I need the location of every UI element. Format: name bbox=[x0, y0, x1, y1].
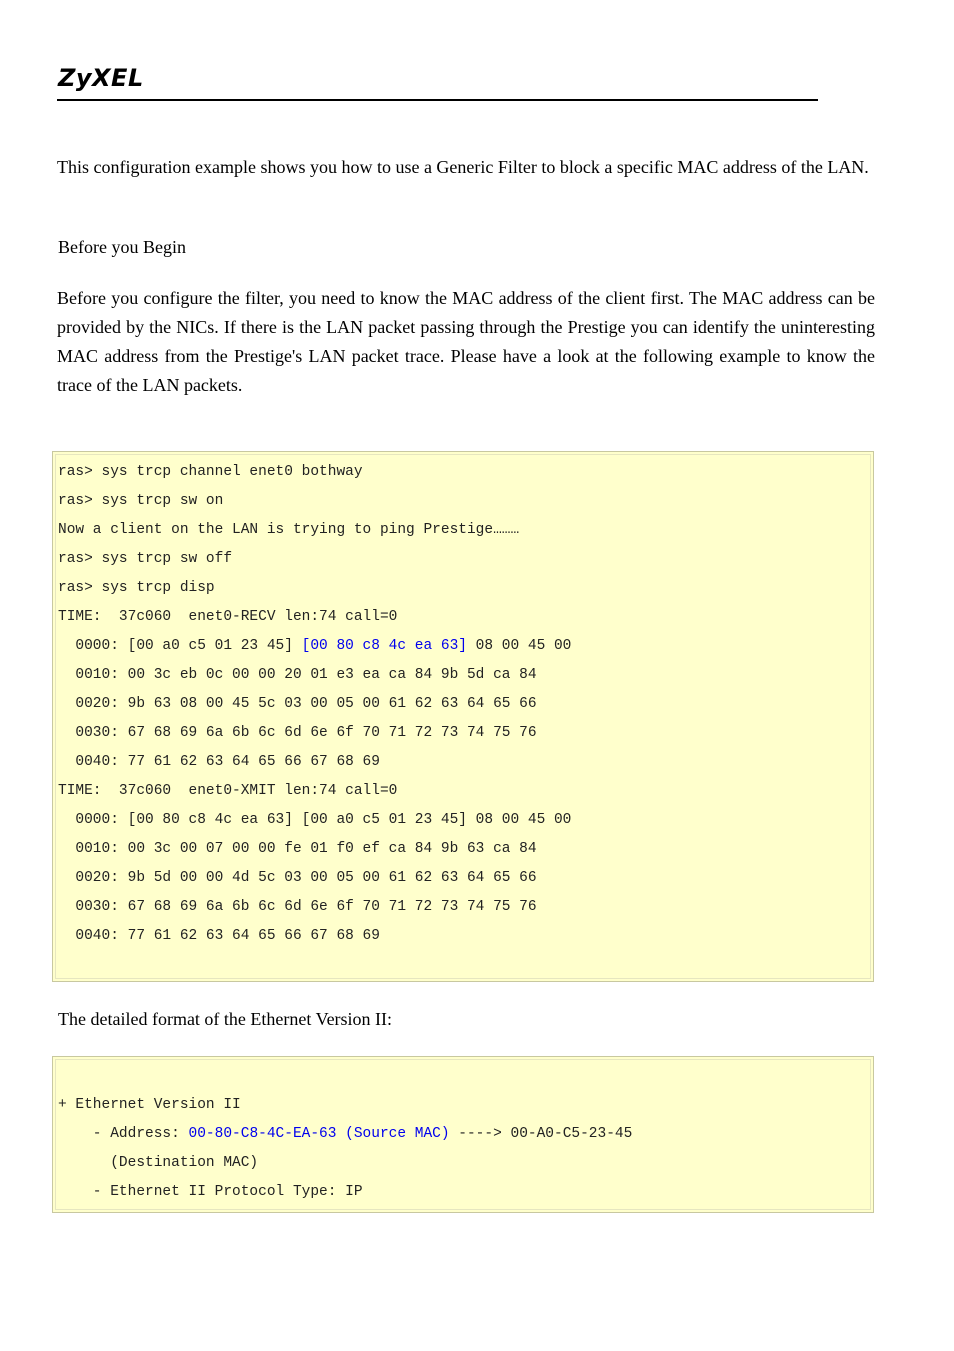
ether-segment: ----> 00-A0-C5-23-45 bbox=[449, 1126, 633, 1142]
ether-line: (Destination MAC) bbox=[58, 1155, 259, 1171]
trace-line: ras> sys trcp sw off bbox=[58, 551, 233, 567]
highlighted-source-mac: 00-80-C8-4C-EA-63 (Source MAC) bbox=[188, 1126, 450, 1142]
trace-line bbox=[58, 632, 571, 661]
trace-line: 0020: 9b 63 08 00 45 5c 03 00 05 00 61 62 63 64 65 66 bbox=[58, 696, 537, 712]
trace-line: TIME: 37c060 enet0-RECV len:74 call=0 bbox=[58, 609, 398, 625]
before-you-begin-heading: Before you Begin bbox=[58, 237, 186, 257]
trace-segment: 0000: [00 a0 c5 01 23 45] bbox=[58, 638, 302, 654]
trace-line: TIME: 37c060 enet0-XMIT len:74 call=0 bbox=[58, 783, 398, 799]
trace-line: 0020: 9b 5d 00 00 4d 5c 03 00 05 00 61 62 63 64 65 66 bbox=[58, 870, 537, 886]
ether-line bbox=[58, 1120, 632, 1149]
trace-line: 0010: 00 3c 00 07 00 00 fe 01 f0 ef ca 84 9b 63 ca 84 bbox=[58, 841, 537, 857]
ethernet-format-box bbox=[52, 1056, 874, 1213]
ethernet-format-heading: The detailed format of the Ethernet Version II: bbox=[58, 1009, 393, 1029]
highlighted-source-mac: [00 80 c8 4c ea 63] bbox=[301, 638, 467, 654]
trace-line: Now a client on the LAN is trying to ping Prestige……… bbox=[58, 522, 520, 538]
ether-segment: - Address: bbox=[58, 1126, 189, 1142]
trace-line: 0040: 77 61 62 63 64 65 66 67 68 69 bbox=[58, 928, 380, 944]
trace-line: 0040: 77 61 62 63 64 65 66 67 68 69 bbox=[58, 754, 380, 770]
trace-segment: 08 00 45 00 bbox=[466, 638, 572, 654]
ether-line: + Ethernet Version II bbox=[58, 1097, 241, 1113]
before-you-begin-paragraph: Before you configure the filter, you need to know the MAC address of the client first. The MAC address can be provided by the NICs. If there is the LAN packet passing through the Prestige you can identify the uninteresting MAC address from the Prestige's LAN packet trace. Please have a look at the following example to know the trace of the LAN packets. bbox=[57, 288, 875, 395]
trace-line: ras> sys trcp channel enet0 bothway bbox=[58, 464, 363, 480]
trace-line: 0000: [00 80 c8 4c ea 63] [00 a0 c5 01 23 45] 08 00 45 00 bbox=[58, 812, 572, 828]
packet-trace-box bbox=[52, 451, 874, 982]
trace-line: 0010: 00 3c eb 0c 00 00 20 01 e3 ea ca 84 9b 5d ca 84 bbox=[58, 667, 537, 683]
trace-line: 0030: 67 68 69 6a 6b 6c 6d 6e 6f 70 71 72 73 74 75 76 bbox=[58, 899, 537, 915]
zyxel-logo: ZyXEL bbox=[58, 64, 144, 92]
intro-paragraph: This configuration example shows you how to use a Generic Filter to block a specific MAC address of the LAN. bbox=[57, 157, 869, 177]
ether-line: - Ethernet II Protocol Type: IP bbox=[58, 1184, 363, 1200]
header-rule bbox=[57, 99, 818, 101]
trace-line: ras> sys trcp sw on bbox=[58, 493, 224, 509]
trace-line: ras> sys trcp disp bbox=[58, 580, 215, 596]
trace-line: 0030: 67 68 69 6a 6b 6c 6d 6e 6f 70 71 72 73 74 75 76 bbox=[58, 725, 537, 741]
